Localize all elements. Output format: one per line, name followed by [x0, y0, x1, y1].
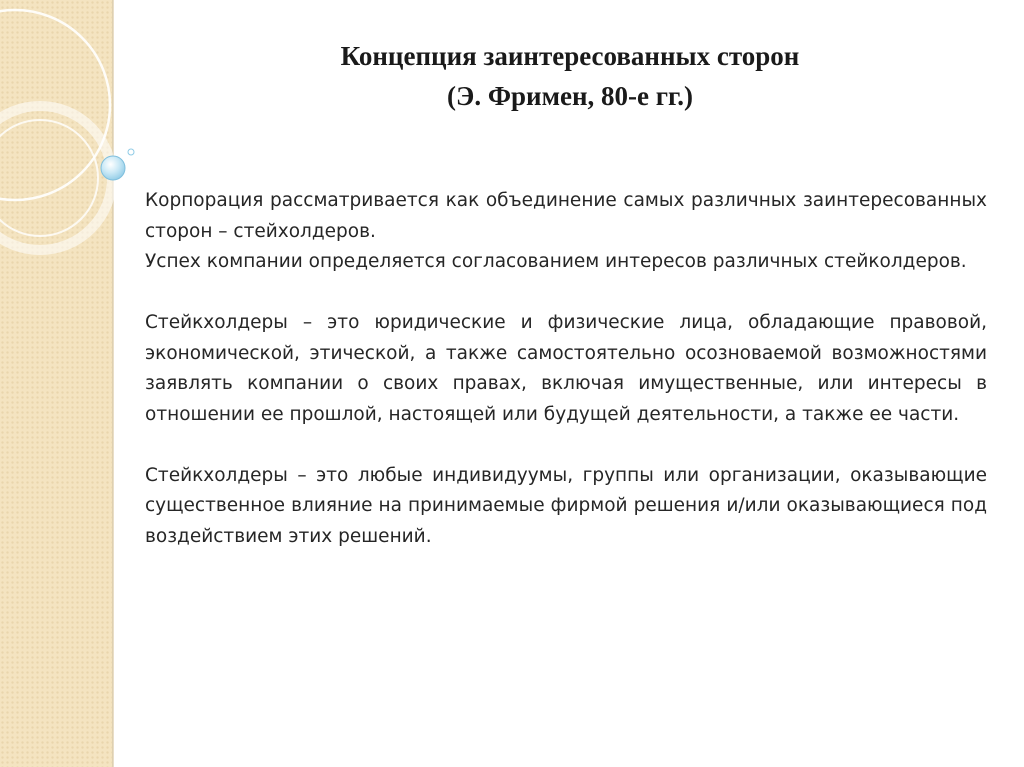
- slide-body: [145, 186, 987, 552]
- middle-ring-decoration: [0, 106, 112, 250]
- slide-title: [150, 36, 990, 116]
- paragraph-stakeholders-definition-1: Стейкхолдеры – это юридические и физические лица, обладающие правовой, экономической, этической, а также самостоятельно осозноваемой возможностями заявлять компании о своих правах, включая имущественные, или интересы в отношении ее прошлой, настоящей или будущей деятельности, а также ее части.: [145, 312, 987, 425]
- bubble-decoration: [101, 156, 125, 180]
- title-line-2: (Э. Фримен, 80-е гг.): [447, 81, 693, 111]
- small-bubble-decoration: [128, 149, 134, 155]
- paragraph-gap: [145, 430, 987, 461]
- title-line-1: Концепция заинтересованных сторон: [340, 41, 800, 71]
- paragraph-stakeholders-definition-2: Стейкхолдеры – это любые индивидуумы, группы или организации, оказывающие существенное влияние на принимаемые фирмой решения и/или оказывающиеся под воздействием этих решений.: [145, 464, 987, 547]
- paragraph-corporation: Корпорация рассматривается как объединение самых различных заинтересованных сторон – стейхолдеров.: [145, 190, 987, 242]
- paragraph-success: Успех компании определяется согласованием интересов различных стейколдеров.: [145, 251, 967, 272]
- paragraph-gap: [145, 278, 987, 309]
- inner-ring-decoration: [0, 120, 98, 236]
